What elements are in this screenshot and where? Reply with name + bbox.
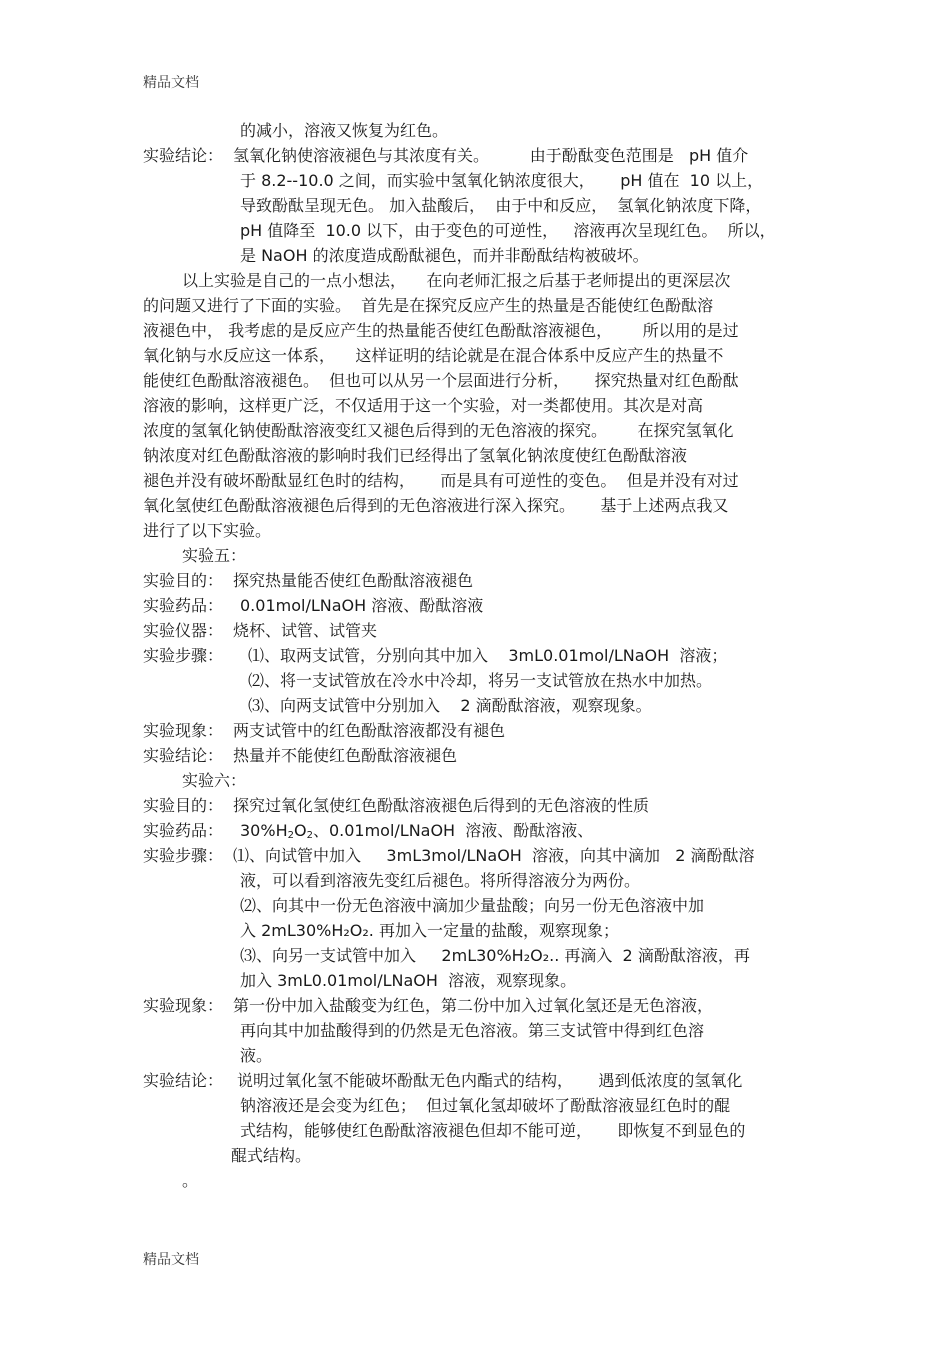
exp6-step: 加入 3mL0.01mol/LNaOH 溶液，观察现象。 [240, 971, 577, 990]
exp6-phenomenon-label: 实验现象： [143, 996, 224, 1015]
exp5-apparatus: 烧杯、试管、试管夹 [233, 621, 378, 640]
exp5-reagents-label: 实验药品： [143, 596, 224, 615]
exp6-phenomenon-line: 液。 [240, 1046, 273, 1065]
exp5-conclusion: 热量并不能使红色酚酞溶液褪色 [233, 746, 458, 765]
paragraph-line: 的问题又进行了下面的实验。 首先是在探究反应产生的热量是否能使红色酚酞溶 [143, 296, 714, 315]
paragraph-line: 氧化钠与水反应这一体系， 这样证明的结论就是在混合体系中反应产生的热量不 [143, 346, 724, 365]
exp5-step: ⑵、将一支试管放在冷水中冷却，将另一支试管放在热水中加热。 [248, 671, 713, 690]
exp5-reagents: 0.01mol/LNaOH 溶液、酚酞溶液 [240, 596, 484, 615]
paragraph-line: 液褪色中， 我考虑的是反应产生的热量能否使红色酚酞溶液褪色， 所以用的是过 [143, 321, 739, 340]
conclusion1-label: 实验结论： [143, 146, 224, 165]
exp6-purpose-label: 实验目的： [143, 796, 224, 815]
exp5-steps-label: 实验步骤： [143, 646, 224, 665]
conclusion1-line: pH 值降至 10.0 以下，由于变色的可逆性， 溶液再次呈现红色。 所以， [240, 221, 776, 240]
exp5-apparatus-label: 实验仪器： [143, 621, 224, 640]
paragraph-line: 浓度的氢氧化钠使酚酞溶液变红又褪色后得到的无色溶液的探究。 在探究氢氧化 [143, 421, 734, 440]
exp5-step: ⑴、取两支试管，分别向其中加入 3mL0.01mol/LNaOH 溶液； [248, 646, 728, 665]
exp5-purpose-label: 实验目的： [143, 571, 224, 590]
exp6-conclusion-line: 钠溶液还是会变为红色； 但过氧化氢却破坏了酚酞溶液显红色时的醌 [240, 1096, 731, 1115]
page-header: 精品文档 [143, 75, 199, 91]
paragraph-line: 溶液的影响，这样更广泛，不仅适用于这一个实验，对一类都使用。其次是对高 [143, 396, 704, 415]
exp5-conclusion-label: 实验结论： [143, 746, 224, 765]
paragraph-line: 以上实验是自己的一点小想法， 在向老师汇报之后基于老师提出的更深层次 [182, 271, 731, 290]
exp6-conclusion-line: 醌式结构。 [231, 1146, 312, 1165]
intro-tail: 的减小，溶液又恢复为红色。 [240, 121, 449, 140]
page-footer: 精品文档 [143, 1252, 199, 1268]
exp5-purpose: 探究热量能否使红色酚酞溶液褪色 [233, 571, 474, 590]
exp6-title: 实验六： [182, 771, 247, 790]
exp5-phenomenon-label: 实验现象： [143, 721, 224, 740]
conclusion1-line: 是 NaOH 的浓度造成酚酞褪色，而并非酚酞结构被破坏。 [240, 246, 649, 265]
exp6-reagents-label: 实验药品： [143, 821, 224, 840]
conclusion1-line: 导致酚酞呈现无色。 加入盐酸后， 由于中和反应， 氢氧化钠浓度下降， [240, 196, 762, 215]
exp6-conclusion-line: 说明过氧化氢不能破坏酚酞无色内酯式的结构， 遇到低浓度的氢氧化 [237, 1071, 743, 1090]
exp6-steps-label: 实验步骤： [143, 846, 224, 865]
paragraph-line: 钠浓度对红色酚酞溶液的影响时我们已经得出了氢氧化钠浓度使红色酚酞溶液 [143, 446, 688, 465]
exp6-phenomenon-line: 再向其中加盐酸得到的仍然是无色溶液。第三支试管中得到红色溶 [240, 1021, 705, 1040]
exp5-title: 实验五： [182, 546, 247, 565]
exp6-step: ⑴、向试管中加入 3mL3mol/LNaOH 溶液，向其中滴加 2 滴酚酞溶 [233, 846, 755, 865]
exp6-purpose: 探究过氧化氢使红色酚酞溶液褪色后得到的无色溶液的性质 [233, 796, 650, 815]
conclusion1-line: 于 8.2--10.0 之间，而实验中氢氧化钠浓度很大， pH 值在 10 以上， [240, 171, 764, 190]
paragraph-line: 进行了以下实验。 [143, 521, 272, 540]
paragraph-line: 能使红色酚酞溶液褪色。 但也可以从另一个层面进行分析， 探究热量对红色酚酞 [143, 371, 739, 390]
exp5-phenomenon: 两支试管中的红色酚酞溶液都没有褪色 [233, 721, 506, 740]
end-mark: 。 [182, 1171, 199, 1190]
exp6-phenomenon-line: 第一份中加入盐酸变为红色，第二份中加入过氧化氢还是无色溶液， [233, 996, 714, 1015]
paragraph-line: 褪色并没有破坏酚酞显红色时的结构， 而是具有可逆性的变色。 但是并没有对过 [143, 471, 739, 490]
conclusion1-line: 氢氧化钠使溶液褪色与其浓度有关。 由于酚酞变色范围是 pH 值介 [233, 146, 749, 165]
exp6-conclusion-label: 实验结论： [143, 1071, 224, 1090]
paragraph-line: 氧化氢使红色酚酞溶液褪色后得到的无色溶液进行深入探究。 基于上述两点我又 [143, 496, 729, 515]
exp6-reagents: $30\%H_2O_2$、0.01mol/LNaOH 溶液、酚酞溶液、 [240, 821, 594, 841]
exp6-step: 入 2mL30%H₂O₂. 再加入一定量的盐酸，观察现象； [240, 921, 619, 940]
exp5-step: ⑶、向两支试管中分别加入 2 滴酚酞溶液，观察现象。 [248, 696, 652, 715]
exp6-step: 液，可以看到溶液先变红后褪色。将所得溶液分为两份。 [240, 871, 641, 890]
exp6-step: ⑶、向另一支试管中加入 2mL30%H₂O₂.. 再滴入 2 滴酚酞溶液，再 [240, 946, 750, 965]
exp6-conclusion-line: 式结构，能够使红色酚酞溶液褪色但却不能可逆， 即恢复不到显色的 [240, 1121, 746, 1140]
exp6-step: ⑵、向其中一份无色溶液中滴加少量盐酸；向另一份无色溶液中加 [240, 896, 705, 915]
